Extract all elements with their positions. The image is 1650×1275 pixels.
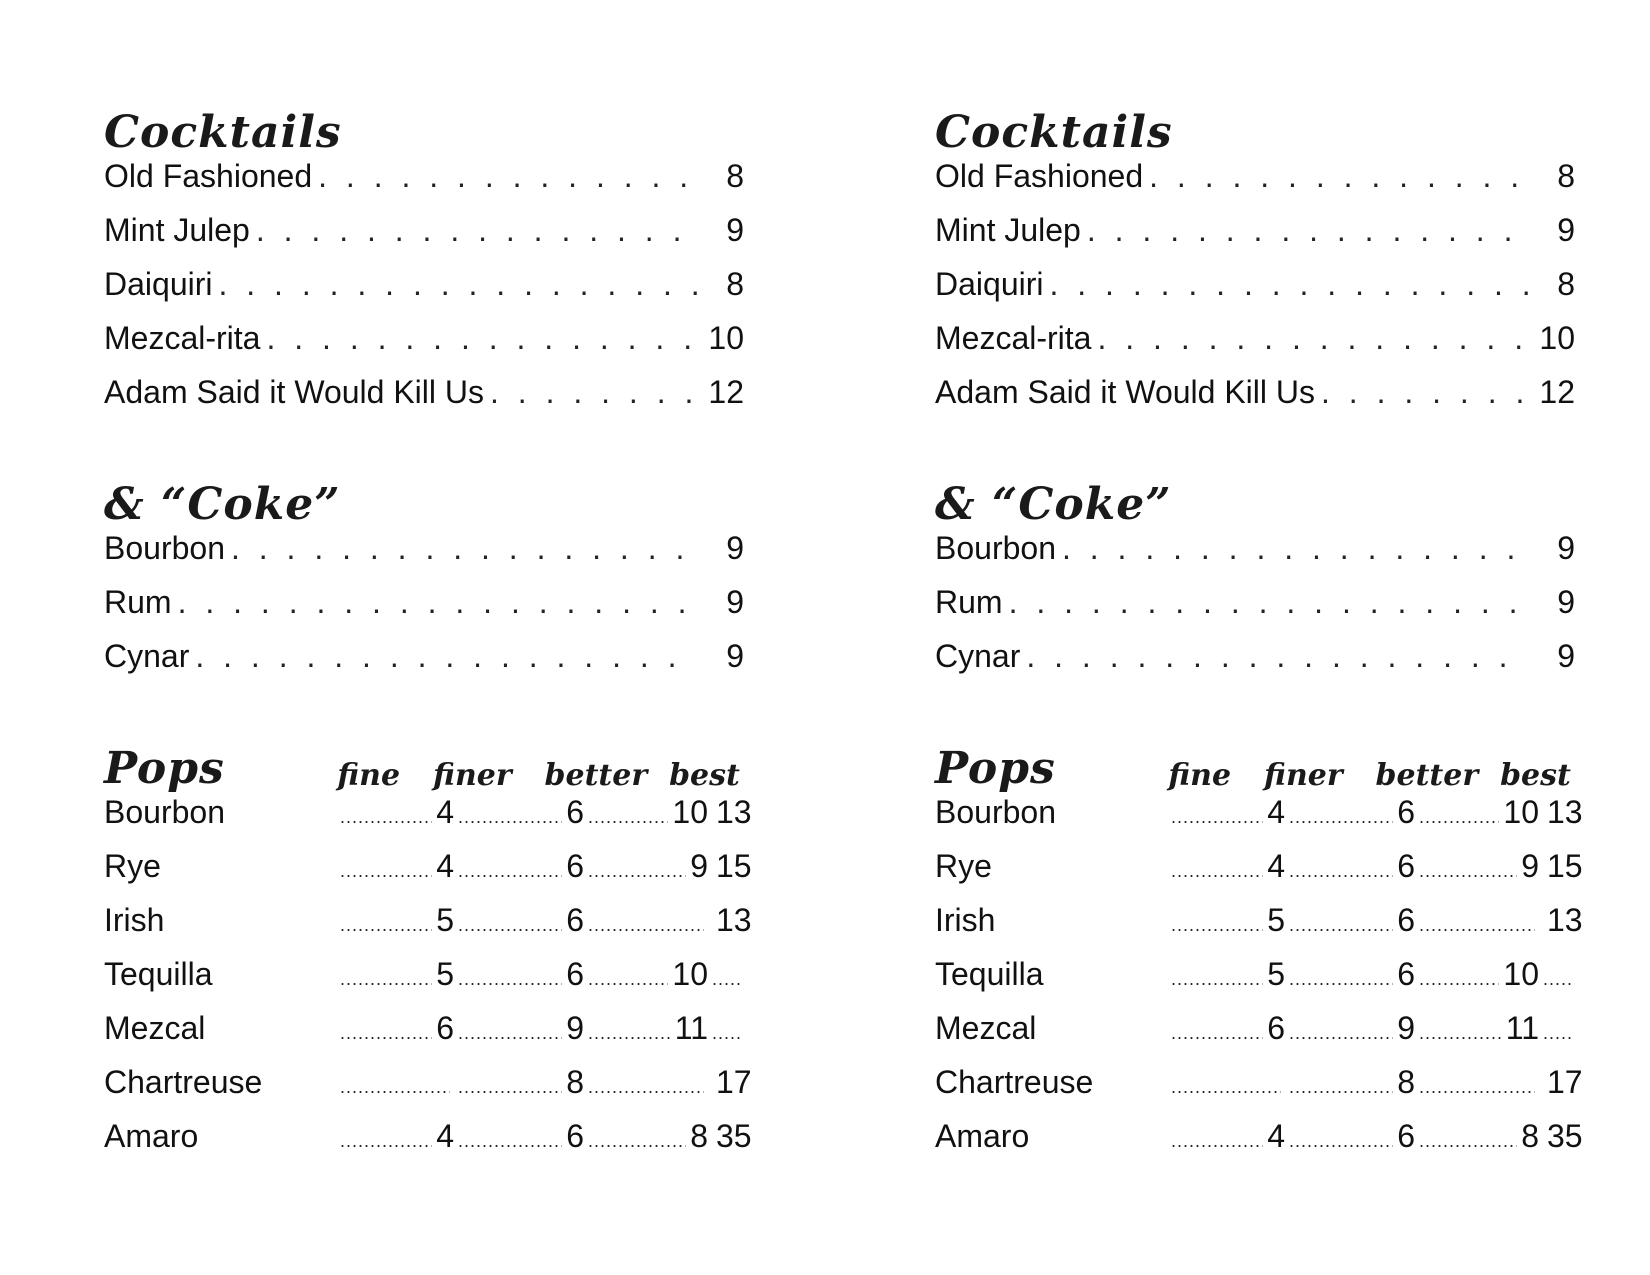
dot-leader [1062,530,1529,566]
pops-best-price: 15 [1547,848,1583,884]
pops-item-name: Bourbon [935,794,1056,830]
pops-name-cell [935,1064,1167,1100]
pops-best-price: 35 [1547,1118,1583,1154]
dot-leader [1149,158,1529,194]
dot-leader [1321,374,1529,410]
pops-finer-cell [1285,794,1415,835]
pops-fine-price: 4 [1267,1118,1285,1154]
pops-best-cell [708,1015,744,1051]
pops-header [935,744,1575,794]
pops-item-name: Tequilla [104,956,213,992]
pops-name-cell [935,848,1167,884]
dot-leader [588,1015,671,1051]
dot-leader [1419,1123,1517,1159]
item-price: 9 [1557,638,1575,674]
dot-leader [588,961,668,997]
menu-item [935,638,1575,692]
pops-fine-cell [1167,1010,1285,1051]
tier-fine-label: fine [337,758,401,793]
pops-row [935,902,1583,956]
pops-best-cell [1539,794,1583,835]
pops-best-cell [708,902,752,943]
pops-row [935,1118,1583,1172]
pops-row [104,794,752,848]
pops-finer-cell [454,902,584,943]
dot-leader [712,961,740,997]
cocktails-title: Cocktails [104,107,342,158]
pops-section [935,743,1583,1172]
pops-best-price: 13 [716,794,752,830]
pops-row [935,848,1583,902]
pops-finer-cell [1285,848,1415,889]
coke-section [104,480,744,692]
dot-leader [195,638,698,674]
pops-fine-cell [1167,794,1285,835]
pops-header [104,744,744,794]
tier-best-label: best [1500,758,1571,793]
dot-leader [1289,907,1393,943]
pops-better-price: 9 [690,848,708,884]
pops-best-price: 13 [1547,902,1583,938]
pops-best-cell [708,848,752,889]
pops-row [104,1118,752,1172]
pops-better-cell [584,907,708,943]
pops-finer-price: 6 [1397,902,1415,938]
dot-leader [1419,907,1535,943]
pops-name-cell [935,902,1167,938]
pops-fine-price: 5 [436,956,454,992]
pops-finer-cell [454,794,584,835]
pops-fine-cell [336,902,454,943]
menu-panel-left [104,107,752,1172]
item-price: 9 [726,638,744,674]
dot-leader [1171,1015,1263,1051]
menu-item [104,638,744,692]
dot-leader [1289,1123,1393,1159]
dot-leader [458,1069,562,1105]
pops-better-cell [1415,794,1539,835]
dot-leader [256,212,698,248]
dot-leader [1419,853,1517,889]
pops-list [104,794,752,1172]
pops-best-cell [1539,848,1583,889]
dot-leader [490,374,698,410]
coke-title: & “Coke” [935,479,1172,530]
item-price: 8 [726,266,744,302]
pops-better-cell [584,956,708,997]
pops-best-cell [708,794,752,835]
pops-finer-cell [1285,956,1415,997]
dot-leader [340,1069,450,1105]
tier-best-label: best [669,758,740,793]
item-price: 10 [1539,320,1575,356]
pops-better-price: 11 [674,1010,708,1046]
pops-finer-price: 6 [1397,1118,1415,1154]
pops-item-name: Mezcal [935,1010,1037,1046]
dot-leader [218,266,698,302]
pops-fine-cell [336,1069,454,1105]
pops-row [935,956,1575,1010]
dot-leader [178,584,698,620]
pops-item-name: Amaro [104,1118,199,1154]
item-name: Daiquiri [104,266,213,302]
coke-title: & “Coke” [104,479,341,530]
pops-best-cell [1539,1015,1575,1051]
item-name: Mezcal-rita [104,320,261,356]
pops-better-cell [1415,1010,1539,1051]
dot-leader [1419,1069,1535,1105]
pops-fine-cell [1167,1069,1285,1105]
pops-item-name: Rye [104,848,161,884]
pops-better-cell [1415,1118,1539,1159]
dot-leader [340,961,432,997]
pops-list [935,794,1583,1172]
pops-name-cell [935,956,1167,992]
dot-leader [1171,961,1263,997]
pops-best-cell [1539,902,1583,943]
pops-finer-price: 6 [566,902,584,938]
pops-finer-cell [454,1010,584,1051]
pops-finer-price: 6 [1397,794,1415,830]
pops-best-price: 13 [716,902,752,938]
pops-title: Pops [935,743,1056,794]
menu-item [104,374,744,428]
menu-item [935,212,1575,266]
pops-best-cell [708,961,744,997]
dot-leader [340,1123,432,1159]
pops-row [104,902,752,956]
menu-item [104,530,744,584]
item-price: 12 [1539,374,1575,410]
pops-fine-cell [1167,1118,1285,1159]
menu-item [104,158,744,212]
item-name: Rum [104,584,172,620]
cocktails-section [104,108,744,428]
pops-best-cell [1539,961,1575,997]
menu-item [104,320,744,374]
dot-leader [588,907,704,943]
pops-row [935,1010,1575,1064]
cocktails-list [935,158,1575,428]
dot-leader [1419,1015,1502,1051]
pops-better-cell [584,848,708,889]
pops-better-price: 10 [672,794,708,830]
dot-leader [1543,1015,1571,1051]
pops-fine-cell [1167,902,1285,943]
pops-better-price: 9 [1521,848,1539,884]
item-price: 9 [726,530,744,566]
dot-leader [340,799,432,835]
menu-item [935,266,1575,320]
item-name: Cynar [935,638,1021,674]
pops-best-price: 17 [1547,1064,1583,1100]
pops-better-cell [584,1069,708,1105]
menu-item [935,584,1575,638]
dot-leader [1097,320,1529,356]
pops-best-cell [708,1118,752,1159]
dot-leader [588,1069,704,1105]
pops-finer-cell [454,1118,584,1159]
pops-name-cell [935,1118,1167,1154]
item-price: 12 [708,374,744,410]
pops-better-price: 10 [1503,956,1539,992]
menu-item [104,266,744,320]
dot-leader [1026,638,1529,674]
dot-leader [1419,799,1499,835]
pops-row [104,1010,744,1064]
pops-name-cell [104,956,336,992]
menu-panel-right [935,107,1583,1172]
dot-leader [458,1123,562,1159]
dot-leader [588,799,668,835]
pops-item-name: Bourbon [104,794,225,830]
pops-best-price: 35 [716,1118,752,1154]
pops-best-cell [1539,1064,1583,1105]
pops-finer-cell [1285,1064,1415,1105]
pops-fine-cell [1167,848,1285,889]
pops-better-cell [1415,1069,1539,1105]
dot-leader [458,907,562,943]
pops-fine-cell [1167,956,1285,997]
dot-leader [588,853,686,889]
pops-better-price: 10 [672,956,708,992]
pops-finer-price: 6 [1397,956,1415,992]
item-price: 9 [726,584,744,620]
pops-section [104,743,752,1172]
dot-leader [340,853,432,889]
pops-finer-price: 8 [566,1064,584,1100]
pops-best-cell [1539,1118,1583,1159]
pops-name-cell [104,794,336,830]
pops-finer-price: 6 [566,848,584,884]
pops-better-price: 10 [1503,794,1539,830]
item-price: 10 [708,320,744,356]
dot-leader [1289,799,1393,835]
pops-better-cell [584,794,708,835]
dot-leader [1543,961,1571,997]
cocktails-list [104,158,744,428]
pops-finer-cell [454,1064,584,1105]
pops-fine-price: 6 [436,1010,454,1046]
pops-name-cell [104,848,336,884]
pops-item-name: Rye [935,848,992,884]
pops-best-price: 17 [716,1064,752,1100]
dot-leader [340,907,432,943]
dot-leader [1009,584,1529,620]
tier-fine-label: fine [1168,758,1232,793]
pops-title: Pops [104,743,225,794]
item-name: Cynar [104,638,190,674]
pops-finer-price: 6 [566,1118,584,1154]
pops-better-price: 8 [1521,1118,1539,1154]
dot-leader [1171,1123,1263,1159]
item-name: Old Fashioned [104,158,313,194]
pops-fine-price: 4 [436,1118,454,1154]
pops-better-cell [584,1010,708,1051]
pops-finer-cell [1285,902,1415,943]
pops-name-cell [935,794,1167,830]
pops-item-name: Chartreuse [104,1064,263,1100]
pops-better-price: 8 [690,1118,708,1154]
coke-list [935,530,1575,692]
dot-leader [266,320,698,356]
pops-best-price: 15 [716,848,752,884]
pops-finer-cell [454,956,584,997]
dot-leader [1171,1069,1281,1105]
pops-fine-price: 5 [1267,902,1285,938]
pops-finer-cell [454,848,584,889]
dot-leader [1049,266,1529,302]
menu-item [935,320,1575,374]
pops-finer-price: 9 [566,1010,584,1046]
item-name: Bourbon [104,530,225,566]
dot-leader [1289,1015,1393,1051]
pops-row [104,956,744,1010]
pops-item-name: Mezcal [104,1010,206,1046]
pops-fine-cell [336,1118,454,1159]
pops-item-name: Chartreuse [935,1064,1094,1100]
pops-item-name: Irish [104,902,165,938]
item-price: 9 [726,212,744,248]
menu-item [104,584,744,638]
item-price: 9 [1557,212,1575,248]
pops-finer-price: 8 [1397,1064,1415,1100]
pops-better-cell [1415,848,1539,889]
pops-fine-price: 4 [436,794,454,830]
dot-leader [588,1123,686,1159]
item-price: 9 [1557,584,1575,620]
dot-leader [318,158,698,194]
dot-leader [1087,212,1529,248]
dot-leader [1289,1069,1393,1105]
item-name: Adam Said it Would Kill Us [104,374,484,410]
pops-finer-price: 6 [566,956,584,992]
pops-finer-cell [1285,1010,1415,1051]
pops-better-cell [584,1118,708,1159]
tier-better-label: better [544,758,648,793]
dot-leader [1171,853,1263,889]
dot-leader [712,1015,740,1051]
item-price: 8 [726,158,744,194]
coke-list [104,530,744,692]
item-name: Mezcal-rita [935,320,1092,356]
item-price: 8 [1557,266,1575,302]
tier-finer-label: finer [433,758,512,793]
pops-row [104,1064,752,1118]
pops-fine-cell [336,848,454,889]
menu-item [935,158,1575,212]
dot-leader [1289,961,1393,997]
cocktails-section [935,108,1575,428]
pops-fine-price: 4 [1267,794,1285,830]
pops-fine-price: 4 [1267,848,1285,884]
pops-row [935,794,1583,848]
dot-leader [340,1015,432,1051]
item-price: 8 [1557,158,1575,194]
pops-fine-price: 5 [1267,956,1285,992]
item-name: Adam Said it Would Kill Us [935,374,1315,410]
pops-fine-cell [336,1010,454,1051]
pops-item-name: Irish [935,902,996,938]
item-name: Mint Julep [935,212,1081,248]
dot-leader [458,1015,562,1051]
cocktails-title: Cocktails [935,107,1173,158]
menu-item [935,374,1575,428]
item-name: Old Fashioned [935,158,1144,194]
pops-fine-price: 4 [436,848,454,884]
pops-name-cell [935,1010,1167,1046]
item-name: Rum [935,584,1003,620]
dot-leader [1171,907,1263,943]
item-price: 9 [1557,530,1575,566]
item-name: Daiquiri [935,266,1044,302]
pops-row [104,848,752,902]
pops-fine-price: 6 [1267,1010,1285,1046]
pops-name-cell [104,1118,336,1154]
pops-finer-cell [1285,1118,1415,1159]
pops-better-price: 11 [1505,1010,1539,1046]
dot-leader [458,853,562,889]
dot-leader [1419,961,1499,997]
menu-item [935,530,1575,584]
dot-leader [458,799,562,835]
pops-row [935,1064,1583,1118]
pops-fine-price: 5 [436,902,454,938]
pops-fine-cell [336,794,454,835]
tier-better-label: better [1375,758,1479,793]
pops-better-cell [1415,907,1539,943]
pops-finer-price: 9 [1397,1010,1415,1046]
dot-leader [231,530,698,566]
coke-section [935,480,1575,692]
pops-item-name: Tequilla [935,956,1044,992]
dot-leader [1289,853,1393,889]
pops-best-price: 13 [1547,794,1583,830]
pops-best-cell [708,1064,752,1105]
pops-fine-cell [336,956,454,997]
tier-finer-label: finer [1264,758,1343,793]
pops-finer-price: 6 [1397,848,1415,884]
item-name: Bourbon [935,530,1056,566]
pops-item-name: Amaro [935,1118,1030,1154]
item-name: Mint Julep [104,212,250,248]
pops-name-cell [104,1064,336,1100]
pops-better-cell [1415,956,1539,997]
pops-name-cell [104,902,336,938]
pops-finer-price: 6 [566,794,584,830]
dot-leader [1171,799,1263,835]
menu-item [104,212,744,266]
dot-leader [458,961,562,997]
pops-name-cell [104,1010,336,1046]
